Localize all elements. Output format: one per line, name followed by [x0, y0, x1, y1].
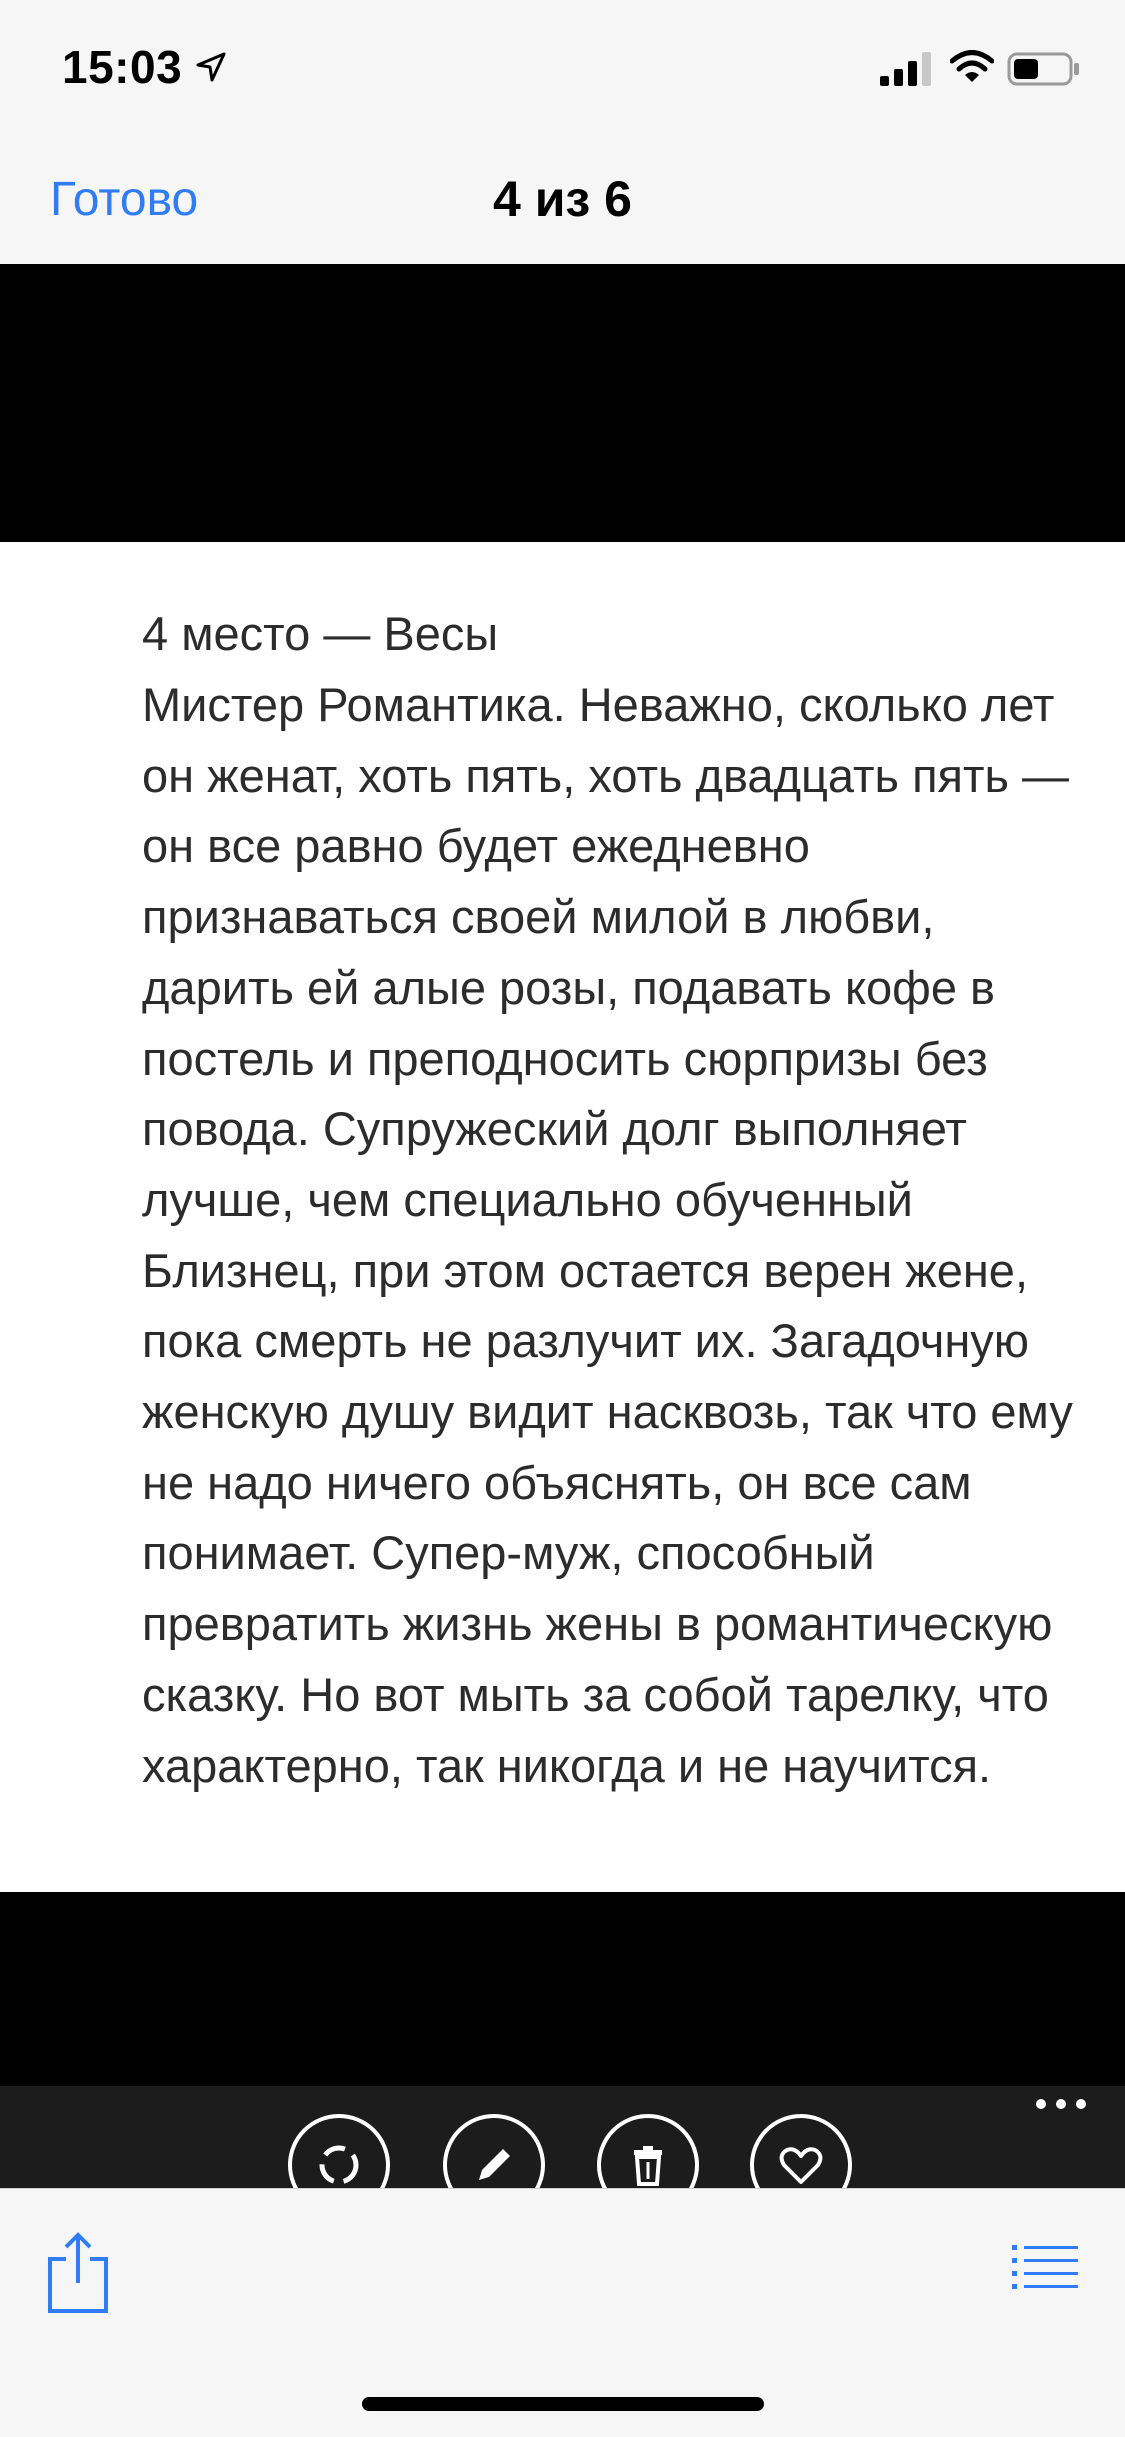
more-dots-icon[interactable]	[1034, 2094, 1088, 2114]
delete-button[interactable]	[597, 2114, 699, 2188]
done-button[interactable]: Готово	[50, 173, 199, 226]
photo-background-bottom	[0, 1892, 1125, 2086]
status-bar	[0, 0, 1125, 132]
navigation-bar	[0, 132, 1125, 265]
list-icon[interactable]	[1012, 2243, 1078, 2291]
bottom-bar	[0, 2188, 1125, 2437]
location-arrow-icon	[196, 52, 226, 82]
edit-button[interactable]	[443, 2114, 545, 2188]
home-indicator[interactable]	[362, 2397, 764, 2411]
status-time: 15:03	[62, 41, 183, 93]
cellular-signal-icon	[880, 52, 934, 86]
rotate-button[interactable]	[288, 2114, 390, 2188]
photo-background-top	[0, 264, 1125, 542]
trash-icon	[621, 2138, 675, 2188]
article-body: Мистер Романтика. Неважно, сколько лет он женат, хоть пять, хоть двадцать пять — он все равно будет ежедневно признаваться своей милой в любви, дарить ей алые розы, подавать кофе в постель и преподносить сюрпризы без повода. Супружеский долг выполняет лучше, чем специально обученный Близнец, при этом остается верен жене, пока смерть не разлучит их. Загадочную женскую душу видит насквозь, так что ему не надо ничего объяснять, он все сам понимает. Супер-муж, способный превратить жизнь жены в романтическую сказку. Но вот мыть за собой тарелку, что характерно, так никогда и не научится.	[142, 678, 1073, 1792]
wifi-icon	[950, 50, 994, 84]
article-heading: 4 место — Весы	[142, 607, 499, 660]
favorite-button[interactable]	[750, 2114, 852, 2188]
screenshot-image[interactable]	[0, 542, 1125, 1892]
image-toolbar	[0, 2086, 1125, 2188]
share-icon[interactable]	[46, 2229, 110, 2315]
edit-pencil-icon	[467, 2138, 521, 2188]
battery-icon	[1007, 52, 1081, 86]
photo-counter: 4 из 6	[493, 171, 632, 227]
rotate-icon	[312, 2138, 366, 2188]
heart-icon	[774, 2138, 828, 2188]
